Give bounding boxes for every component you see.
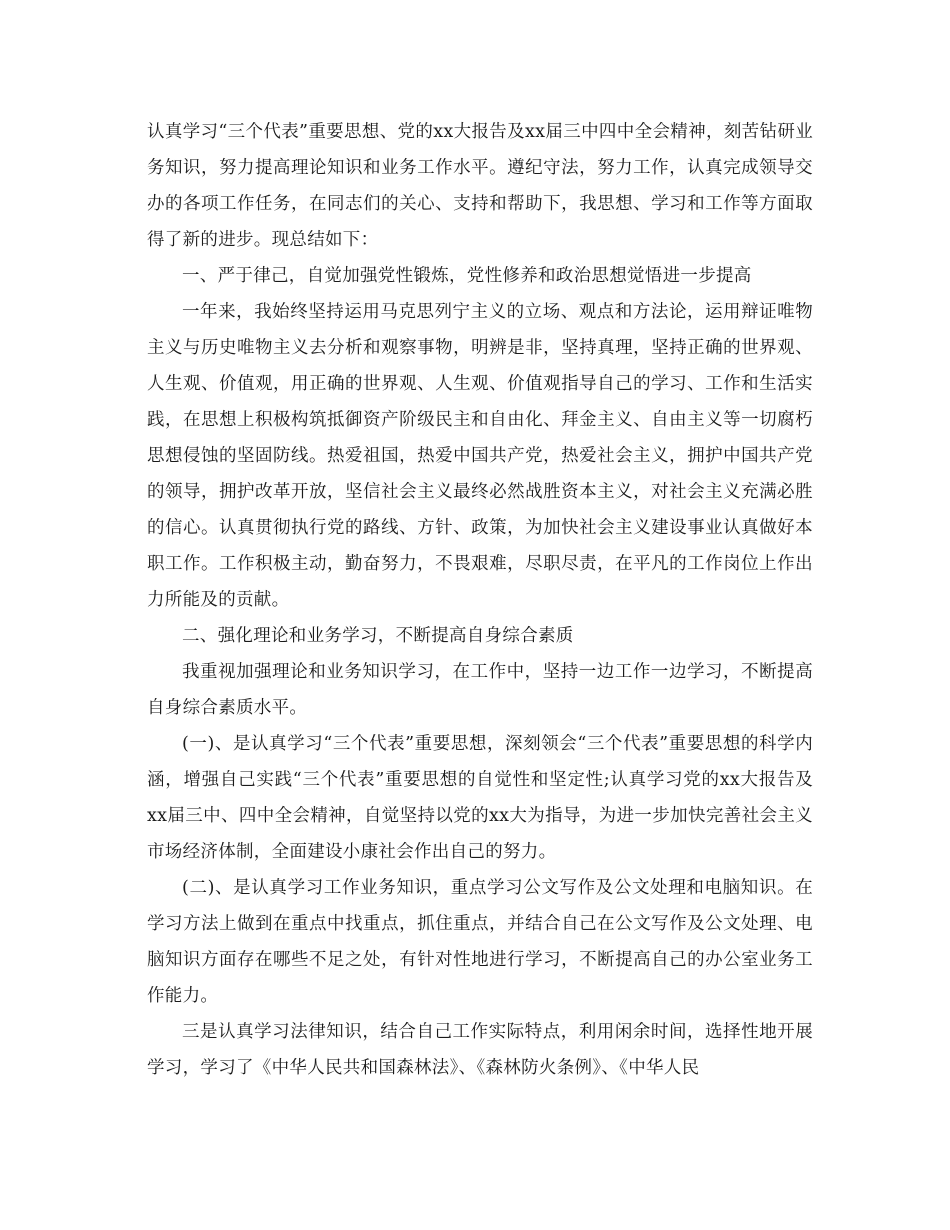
body-paragraph: 一年来，我始终坚持运用马克思列宁主义的立场、观点和方法论，运用辩证唯物主义与历史唯物主义去分析和观察事物，明辨是非，坚持真理，坚持正确的世界观、人生观、价值观，用正确的世界观、人生观、价值观指导自己的学习、工作和生活实践，在思想上积极构筑抵御资产阶级民主和自由化、拜金主义、自由主义等一切腐朽思想侵蚀的坚固防线。热爱祖国，热爱中国共产党，热爱社会主义，拥护中国共产党的领导，拥护改革开放，坚信社会主义最终必然战胜资本主义，对社会主义充满必胜的信心。认真贯彻执行党的路线、方针、政策，为加快社会主义建设事业认真做好本职工作。工作积极主动，勤奋努力，不畏艰难，尽职尽责，在平凡的工作岗位上作出力所能及的贡献。 (147, 302, 813, 610)
section-heading-2: 二、强化理论和业务学习，不断提高自身综合素质 (182, 626, 574, 646)
body-paragraph: 我重视加强理论和业务知识学习，在工作中，坚持一边工作一边学习，不断提高自身综合素质水平。 (147, 662, 813, 718)
body-paragraph: (二)、是认真学习工作业务知识，重点学习公文写作及公文处理和电脑知识。在学习方法上做到在重点中找重点，抓住重点，并结合自己在公文写作及公文处理、电脑知识方面存在哪些不足之处，有针对性地进行学习，不断提高自己的办公室业务工作能力。 (147, 878, 813, 1006)
section-heading-1: 一、严于律己，自觉加强党性锻炼，党性修养和政治思想觉悟进一步提高 (182, 266, 752, 286)
intro-paragraph: 认真学习“三个代表”重要思想、党的xx大报告及xx届三中四中全会精神，刻苦钻研业务知识，努力提高理论知识和业务工作水平。遵纪守法，努力工作，认真完成领导交办的各项工作任务，在同志们的关心、支持和帮助下，我思想、学习和工作等方面取得了新的进步。现总结如下： (147, 122, 813, 250)
body-paragraph: 三是认真学习法律知识，结合自己工作实际特点，利用闲余时间，选择性地开展学习，学习了《中华人民共和国森林法》、《森林防火条例》、《中华人民 (147, 1022, 813, 1078)
body-paragraph: (一)、是认真学习“三个代表”重要思想，深刻领会“三个代表”重要思想的科学内涵，增强自己实践“三个代表”重要思想的自觉性和坚定性;认真学习党的xx大报告及xx届三中、四中全会精神，自觉坚持以党的xx大为指导，为进一步加快完善社会主义市场经济体制，全面建设小康社会作出自己的努力。 (147, 734, 813, 862)
document-body (147, 114, 813, 1086)
